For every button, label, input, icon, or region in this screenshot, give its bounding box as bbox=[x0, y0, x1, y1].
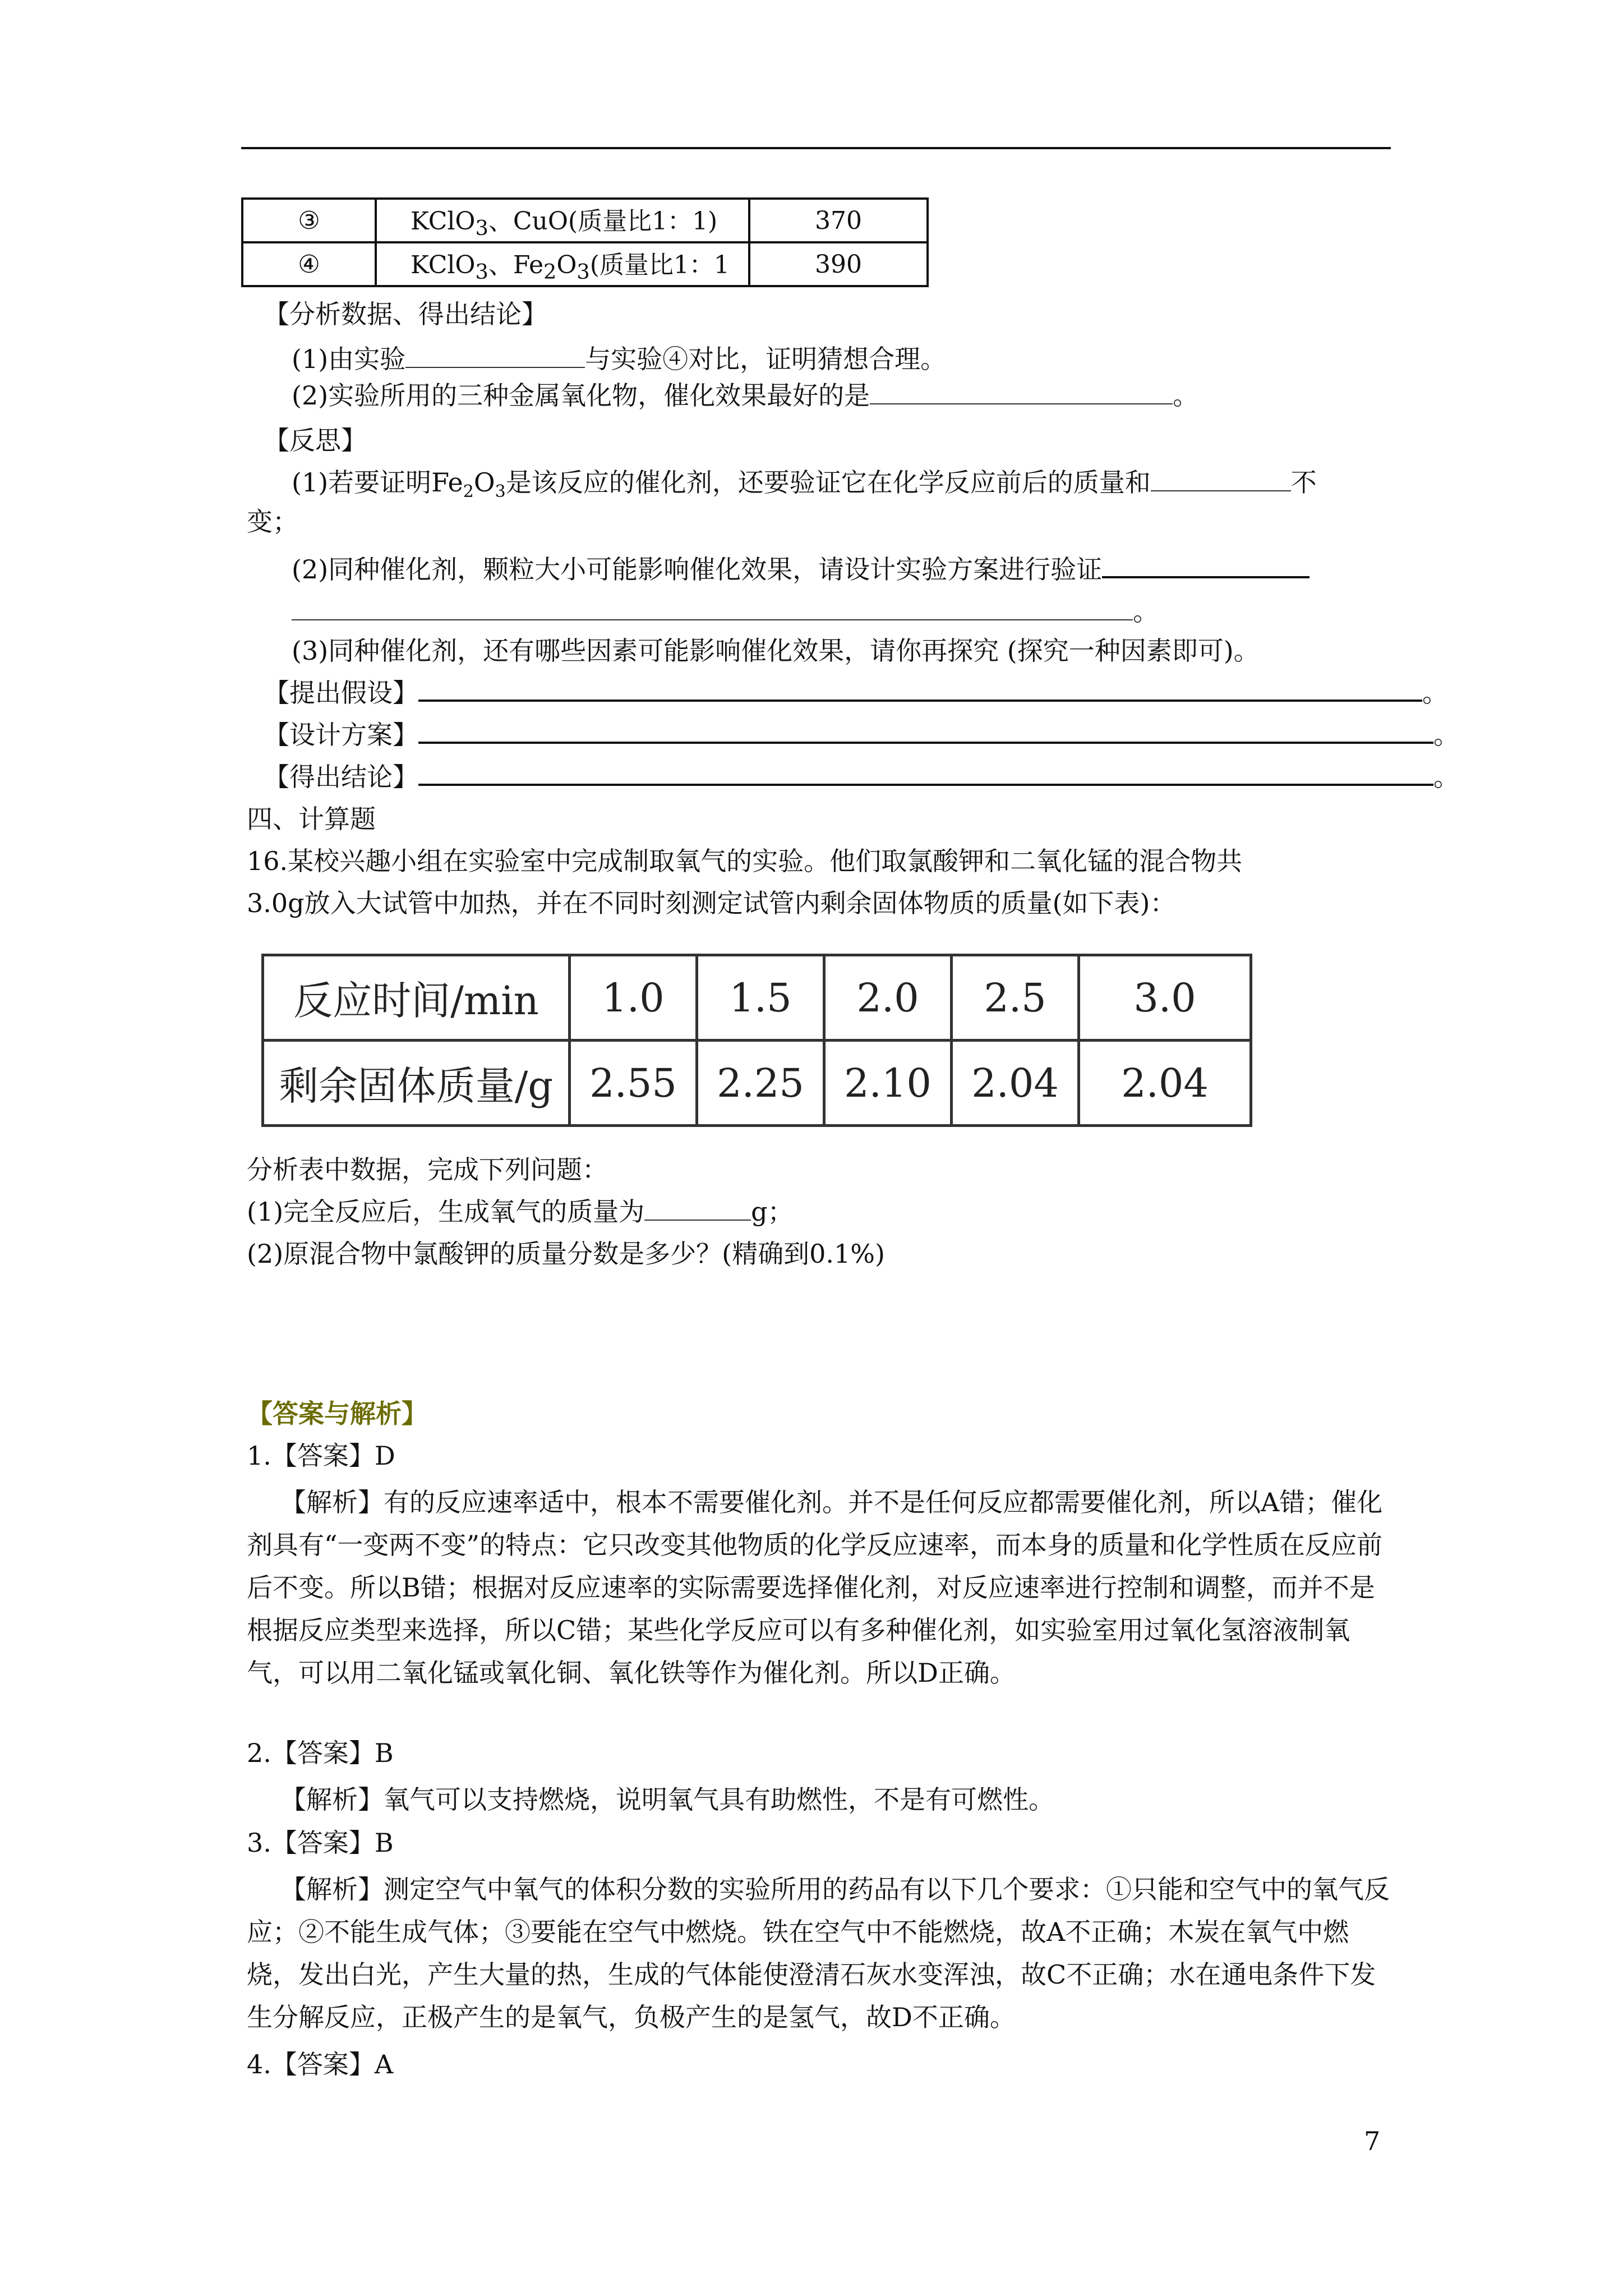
question-line: 【设计方案】 。 bbox=[264, 720, 1459, 750]
table-cell: 2.5 bbox=[952, 955, 1079, 1041]
table-cell: 2.55 bbox=[570, 1041, 697, 1126]
table-row bbox=[242, 242, 928, 286]
table-cell: ③ bbox=[242, 199, 376, 242]
table-cell: 2.25 bbox=[697, 1041, 824, 1126]
table-cell: KClO$_3$、$Fe_2O_3$(质量比1：1 bbox=[376, 242, 749, 286]
question-line: 【提出假设】 。 bbox=[264, 678, 1448, 708]
answer-blank[interactable] bbox=[292, 597, 1133, 620]
section-heading: 四、计算题 bbox=[247, 804, 376, 834]
explanation-paragraph: 【解析】有的反应速率适中，根本不需要催化剂。并不是任何反应都需要催化剂，所以A错；催化剂具有“一变两不变”的特点：它只改变其他物质的化学反应速率，而本身的质量和化学性质在反应前后不变。所以B错；根据对反应速率的实际需要选择催化剂，对反应速率进行控制和调整，而并不是根据反应类型来选择，所以C错；某些化学反应可以有多种催化剂，如实验室用过氧化氢溶液制氧气，可以用二氧化锰或氧化铜、氧化铁等作为催化剂。所以D正确。 bbox=[247, 1487, 1383, 1688]
table-cell: 1.5 bbox=[697, 955, 824, 1041]
answer-line: 1.【答案】D bbox=[247, 1441, 395, 1471]
question-line: (1)若要证明$Fe_2O_3$是该反应的催化剂，还要验证它在化学反应前后的质量和 不 bbox=[292, 467, 1317, 502]
question-line: 16.某校兴趣小组在实验室中完成制取氧气的实验。他们取氯酸钾和二氧化锰的混合物共 bbox=[247, 846, 1243, 876]
experiment-table bbox=[241, 197, 929, 287]
answer-blank[interactable] bbox=[405, 344, 585, 368]
answer-blank[interactable] bbox=[1151, 468, 1291, 491]
section-heading: 【分析数据、得出结论】 bbox=[264, 299, 547, 329]
answer-line: 4.【答案】A bbox=[247, 2049, 394, 2079]
table-cell: 1.0 bbox=[570, 955, 697, 1041]
answer-line: 2.【答案】B bbox=[247, 1738, 394, 1768]
table-cell: 370 bbox=[749, 199, 928, 242]
question-line: (2)原混合物中氯酸钾的质量分数是多少？(精确到0.1%) bbox=[247, 1239, 885, 1269]
explanation-paragraph: 【解析】测定空气中氧气的体积分数的实验所用的药品有以下几个要求：①只能和空气中的氧气反应；②不能生成气体；③要能在空气中燃烧。铁在空气中不能燃烧，故A不正确；木炭在氧气中燃烧，发出白光，产生大量的热，生成的气体能使澄清石灰水变浑浊，故C不正确；水在通电条件下发生分解反应，正极产生的是氧气，负极产生的是氢气，故D不正确。 bbox=[247, 1874, 1390, 2032]
table-header: 剩余固体质量/g bbox=[263, 1041, 570, 1126]
table-cell: 2.10 bbox=[824, 1041, 952, 1126]
answer-blank[interactable] bbox=[1102, 554, 1310, 578]
table-cell: 2.04 bbox=[952, 1041, 1079, 1126]
table-row bbox=[263, 955, 1251, 1041]
question-line: 3.0g放入大试管中加热，并在不同时刻测定试管内剩余固体物质的质量(如下表)： bbox=[247, 888, 1176, 918]
table-cell: KClO$_3$、CuO(质量比1：1) bbox=[376, 199, 749, 242]
question-line: (1)完全反应后，生成氧气的质量为 g； bbox=[247, 1197, 794, 1227]
answer-section-title: 【答案与解析】 bbox=[247, 1398, 427, 1429]
table-cell: 2.04 bbox=[1079, 1041, 1251, 1126]
table-cell: 2.0 bbox=[824, 955, 952, 1041]
header-rule bbox=[241, 147, 1391, 149]
question-line: 【得出结论】 。 bbox=[264, 762, 1459, 792]
table-row bbox=[242, 199, 928, 242]
answer-blank[interactable] bbox=[418, 719, 1433, 744]
question-line: (3)同种催化剂，还有哪些因素可能影响催化效果，请你再探究 (探究一种因素即可)。 bbox=[292, 636, 1260, 666]
question-line: 。 bbox=[292, 595, 1159, 628]
explanation-paragraph: 【解析】氧气可以支持燃烧，说明氧气具有助燃性，不是有可燃性。 bbox=[280, 1784, 1054, 1815]
question-line: (2)同种催化剂，颗粒大小可能影响催化效果，请设计实验方案进行验证 bbox=[292, 553, 1310, 586]
table-cell: ④ bbox=[242, 242, 376, 286]
answer-line: 3.【答案】B bbox=[247, 1828, 394, 1858]
answer-blank[interactable] bbox=[418, 677, 1422, 702]
table-header: 反应时间/min bbox=[263, 955, 570, 1041]
answer-blank[interactable] bbox=[418, 761, 1433, 786]
question-line: 分析表中数据，完成下列问题： bbox=[247, 1154, 608, 1185]
table-cell: 390 bbox=[749, 242, 928, 286]
reaction-data-table bbox=[261, 954, 1252, 1127]
section-heading: 【反思】 bbox=[264, 425, 367, 455]
question-line: (1)由实验 与实验④对比，证明猜想合理。 bbox=[292, 344, 947, 374]
question-line: 变； bbox=[247, 507, 298, 537]
question-line: (2)实验所用的三种金属氧化物，催化效果最好的是 。 bbox=[292, 380, 1199, 411]
answer-blank[interactable] bbox=[644, 1197, 751, 1221]
answer-blank[interactable] bbox=[870, 381, 1173, 404]
table-cell: 3.0 bbox=[1079, 955, 1251, 1041]
table-row bbox=[263, 1041, 1251, 1126]
page-number: 7 bbox=[1364, 2126, 1381, 2156]
